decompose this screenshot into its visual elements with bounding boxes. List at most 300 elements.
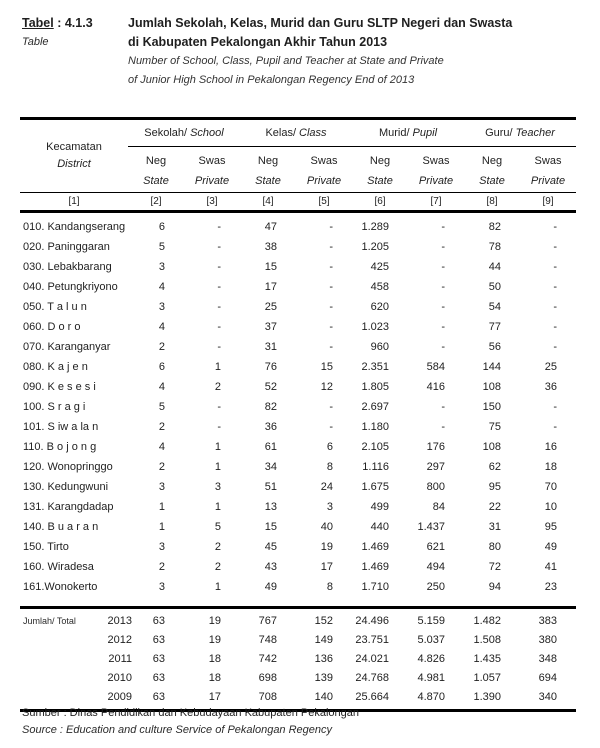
totals-row-head — [20, 614, 132, 627]
totals-value-cell: 18 — [208, 671, 221, 684]
totals-value-cell: 708 — [258, 690, 277, 703]
empty-value-cell: - — [329, 401, 333, 413]
district-cell: 040. Petungkriyono — [23, 281, 118, 293]
value-cell: 25 — [264, 301, 277, 313]
totals-row — [20, 687, 576, 706]
totals-value-cell: 1.435 — [473, 652, 501, 665]
totals-row — [20, 649, 576, 668]
value-cell: 24 — [320, 481, 333, 493]
totals-row-head — [20, 652, 132, 665]
tabel-number: : 4.1.3 — [53, 16, 93, 30]
value-cell: 3 — [326, 501, 333, 513]
value-cell: 1.205 — [361, 241, 389, 253]
value-cell: 1 — [158, 501, 165, 513]
value-cell: 4 — [158, 321, 165, 333]
totals-value-cell: 5.037 — [417, 633, 445, 646]
totals-row — [20, 630, 576, 649]
value-cell: 4 — [158, 441, 165, 453]
table-number-label — [22, 14, 128, 33]
table-row — [20, 477, 576, 497]
district-cell: 050. T a l u n — [23, 301, 87, 313]
group-header-4 — [464, 120, 576, 147]
value-cell: 47 — [264, 221, 277, 233]
totals-value-cell: 24.496 — [355, 614, 389, 627]
document-header — [22, 14, 584, 90]
value-cell: 2.105 — [361, 441, 389, 453]
district-cell: 090. K e s e s i — [23, 381, 96, 393]
value-cell: 4 — [158, 281, 165, 293]
value-cell: 62 — [488, 461, 501, 473]
value-cell: 3 — [158, 581, 165, 593]
table-row — [20, 357, 576, 377]
subcolumn-header-id: Swas — [310, 155, 338, 167]
subcolumn-header-id: Neg — [481, 155, 503, 167]
value-cell: 5 — [214, 521, 221, 533]
value-cell: 1 — [214, 361, 221, 373]
subcolumn-header-id: Neg — [145, 155, 167, 167]
value-cell: 425 — [370, 261, 389, 273]
totals-value-cell: 742 — [258, 652, 277, 665]
group-label-en: Teacher — [515, 127, 555, 139]
table-row — [20, 317, 576, 337]
value-cell: 75 — [488, 421, 501, 433]
column-number-3: [3] — [206, 196, 218, 207]
value-cell: 17 — [320, 561, 333, 573]
totals-value-cell: 149 — [314, 633, 333, 646]
subtitle-line-2: of Junior High School in Pekalongan Regency End of 2013 — [128, 74, 415, 86]
district-cell: 120. Wonopringgo — [23, 461, 113, 473]
empty-value-cell: - — [441, 241, 445, 253]
title-line-1: Jumlah Sekolah, Kelas, Murid dan Guru SLTP Negeri dan Swasta — [128, 16, 513, 30]
district-cell: 100. S r a g i — [23, 401, 86, 413]
totals-value-cell: 63 — [152, 633, 165, 646]
empty-value-cell: - — [553, 261, 557, 273]
totals-value-cell: 380 — [538, 633, 557, 646]
value-cell: 1.180 — [361, 421, 389, 433]
value-cell: 31 — [264, 341, 277, 353]
totals-value-cell: 136 — [314, 652, 333, 665]
value-cell: 2 — [214, 541, 221, 553]
totals-value-cell: 767 — [258, 614, 277, 627]
totals-year: 2011 — [108, 652, 132, 665]
value-cell: 23 — [544, 581, 557, 593]
group-label-en: Pupil — [412, 127, 438, 139]
value-cell: 45 — [264, 541, 277, 553]
district-cell: 030. Lebakbarang — [23, 261, 112, 273]
value-cell: 54 — [488, 301, 501, 313]
value-cell: 108 — [482, 441, 501, 453]
totals-value-cell: 63 — [152, 652, 165, 665]
empty-value-cell: - — [329, 281, 333, 293]
table-header — [20, 117, 576, 213]
district-cell: 150. Tirto — [23, 541, 69, 553]
table-header-grid — [20, 120, 576, 192]
totals-value-cell: 23.751 — [355, 633, 389, 646]
totals-value-cell: 340 — [538, 690, 557, 703]
value-cell: 1.023 — [361, 321, 389, 333]
value-cell: 6 — [158, 361, 165, 373]
value-cell: 10 — [544, 501, 557, 513]
empty-value-cell: - — [329, 321, 333, 333]
document-footer — [22, 705, 359, 739]
totals-row — [20, 668, 576, 687]
value-cell: 16 — [544, 441, 557, 453]
column-number-7: [7] — [430, 196, 442, 207]
district-cell: 080. K a j e n — [23, 361, 88, 373]
table-row — [20, 377, 576, 397]
subcolumn-header-id: Swas — [422, 155, 450, 167]
value-cell: 19 — [320, 541, 333, 553]
value-cell: 70 — [544, 481, 557, 493]
table-row — [20, 297, 576, 317]
totals-value-cell: 694 — [538, 671, 557, 684]
empty-value-cell: - — [441, 321, 445, 333]
value-cell: 3 — [214, 481, 221, 493]
subcolumn-header-en: Private — [530, 174, 566, 187]
value-cell: 1 — [214, 461, 221, 473]
value-cell: 37 — [264, 321, 277, 333]
value-cell: 458 — [370, 281, 389, 293]
subcolumn-header-id: Neg — [369, 155, 391, 167]
value-cell: 8 — [326, 581, 333, 593]
group-header-2 — [240, 120, 352, 147]
group-label-en: School — [190, 127, 224, 139]
value-cell: 43 — [264, 561, 277, 573]
value-cell: 95 — [488, 481, 501, 493]
table-row — [20, 437, 576, 457]
totals-value-cell: 4.870 — [417, 690, 445, 703]
district-cell: 131. Karangdadap — [23, 501, 114, 513]
subcolumn-header-id: Swas — [534, 155, 562, 167]
district-cell: 101. S iw a la n — [23, 421, 99, 433]
empty-value-cell: - — [217, 321, 221, 333]
value-cell: 1.675 — [361, 481, 389, 493]
empty-value-cell: - — [553, 241, 557, 253]
subcolumn-header-en: Private — [418, 174, 454, 187]
value-cell: 1.437 — [417, 521, 445, 533]
totals-value-cell: 698 — [258, 671, 277, 684]
empty-value-cell: - — [441, 281, 445, 293]
value-cell: 144 — [482, 361, 501, 373]
totals-value-cell: 17 — [208, 690, 221, 703]
table-row — [20, 417, 576, 437]
column-number-8: [8] — [486, 196, 498, 207]
source-line-english: Source : Education and culture Service of Pekalongan Regency — [22, 724, 333, 736]
value-cell: 108 — [482, 381, 501, 393]
empty-value-cell: - — [329, 421, 333, 433]
value-cell: 77 — [488, 321, 501, 333]
value-cell: 56 — [488, 341, 501, 353]
value-cell: 3 — [158, 541, 165, 553]
value-cell: 22 — [488, 501, 501, 513]
value-cell: 52 — [264, 381, 277, 393]
empty-value-cell: - — [553, 321, 557, 333]
column-number-6: [6] — [374, 196, 386, 207]
value-cell: 1 — [214, 441, 221, 453]
value-cell: 1 — [214, 581, 221, 593]
value-cell: 620 — [370, 301, 389, 313]
totals-block — [20, 606, 576, 712]
empty-value-cell: - — [553, 421, 557, 433]
table-row — [20, 397, 576, 417]
value-cell: 1.805 — [361, 381, 389, 393]
value-cell: 49 — [264, 581, 277, 593]
column-number-2: [2] — [150, 196, 162, 207]
totals-row-head — [20, 633, 132, 646]
value-cell: 1.289 — [361, 221, 389, 233]
tabel-word: Tabel — [22, 16, 54, 30]
totals-year: 2012 — [107, 633, 132, 646]
value-cell: 1.116 — [362, 461, 389, 473]
value-cell: 80 — [488, 541, 501, 553]
value-cell: 18 — [544, 461, 557, 473]
table-row — [20, 457, 576, 477]
value-cell: 72 — [488, 561, 501, 573]
value-cell: 176 — [426, 441, 445, 453]
totals-value-cell: 4.826 — [417, 652, 445, 665]
value-cell: 95 — [544, 521, 557, 533]
empty-value-cell: - — [329, 341, 333, 353]
empty-value-cell: - — [217, 281, 221, 293]
subcolumn-header-en: State — [255, 174, 281, 187]
totals-value-cell: 748 — [258, 633, 277, 646]
value-cell: 2 — [214, 381, 221, 393]
value-cell: 31 — [488, 521, 501, 533]
empty-value-cell: - — [553, 221, 557, 233]
group-label-id: Guru/ — [485, 127, 513, 139]
table-row — [20, 577, 576, 597]
table-row — [20, 517, 576, 537]
table-row — [20, 337, 576, 357]
value-cell: 82 — [488, 221, 501, 233]
value-cell: 36 — [264, 421, 277, 433]
totals-year: 2010 — [107, 671, 132, 684]
value-cell: 800 — [426, 481, 445, 493]
value-cell: 12 — [320, 381, 333, 393]
totals-value-cell: 63 — [152, 671, 165, 684]
value-cell: 3 — [158, 261, 165, 273]
value-cell: 1.469 — [361, 561, 389, 573]
district-cell: 070. Karanganyar — [23, 341, 111, 353]
statistics-table — [20, 117, 576, 712]
value-cell: 494 — [426, 561, 445, 573]
value-cell: 84 — [432, 501, 445, 513]
table-row — [20, 497, 576, 517]
value-cell: 2.697 — [361, 401, 389, 413]
empty-value-cell: - — [441, 221, 445, 233]
totals-value-cell: 63 — [152, 614, 165, 627]
empty-value-cell: - — [329, 221, 333, 233]
value-cell: 15 — [264, 261, 277, 273]
subcolumn-header-en: State — [367, 174, 393, 187]
totals-value-cell: 63 — [152, 690, 165, 703]
empty-value-cell: - — [329, 261, 333, 273]
source-line-indonesian: Sumber : Dinas Pendidikan dan Kebudayaan Kabupaten Pekalongan — [22, 707, 359, 719]
value-cell: 440 — [370, 521, 389, 533]
value-cell: 15 — [264, 521, 277, 533]
totals-value-cell: 19 — [208, 614, 221, 627]
totals-value-cell: 383 — [538, 614, 557, 627]
table-row — [20, 537, 576, 557]
totals-row-head — [20, 671, 132, 684]
value-cell: 621 — [426, 541, 445, 553]
table-number-block — [22, 14, 128, 90]
column-number-1: [1] — [68, 196, 80, 207]
subcolumn-header-en: State — [143, 174, 169, 187]
totals-value-cell: 152 — [314, 614, 333, 627]
table-row — [20, 237, 576, 257]
column-header-district — [20, 120, 128, 192]
empty-value-cell: - — [441, 301, 445, 313]
totals-row-head — [20, 690, 132, 703]
totals-value-cell: 18 — [208, 652, 221, 665]
column-number-4: [4] — [262, 196, 274, 207]
group-header-3 — [352, 120, 464, 147]
empty-value-cell: - — [217, 401, 221, 413]
value-cell: 250 — [426, 581, 445, 593]
totals-value-cell: 1.390 — [473, 690, 501, 703]
table-row — [20, 557, 576, 577]
totals-value-cell: 348 — [538, 652, 557, 665]
title-block — [128, 14, 512, 90]
empty-value-cell: - — [441, 341, 445, 353]
totals-value-cell: 4.981 — [417, 671, 445, 684]
value-cell: 6 — [326, 441, 333, 453]
subcolumn-header-en: Private — [306, 174, 342, 187]
value-cell: 41 — [544, 561, 557, 573]
value-cell: 82 — [264, 401, 277, 413]
value-cell: 8 — [326, 461, 333, 473]
table-word-english: Table — [22, 36, 49, 48]
district-cell: 130. Kedungwuni — [23, 481, 109, 493]
subcolumn-header-id: Swas — [198, 155, 226, 167]
group-label-id: Kelas/ — [265, 127, 297, 139]
subcolumn-header-id: Neg — [257, 155, 279, 167]
empty-value-cell: - — [217, 221, 221, 233]
empty-value-cell: - — [553, 401, 557, 413]
value-cell: 36 — [544, 381, 557, 393]
value-cell: 76 — [264, 361, 277, 373]
value-cell: 15 — [320, 361, 333, 373]
value-cell: 17 — [264, 281, 277, 293]
totals-value-cell: 5.159 — [417, 614, 445, 627]
table-row — [20, 217, 576, 237]
value-cell: 1 — [214, 501, 221, 513]
district-header-en: District — [57, 158, 91, 170]
value-cell: 1.469 — [361, 541, 389, 553]
value-cell: 50 — [488, 281, 501, 293]
value-cell: 2.351 — [361, 361, 389, 373]
totals-value-cell: 1.057 — [473, 671, 501, 684]
subcolumn-header-en: State — [479, 174, 505, 187]
value-cell: 40 — [320, 521, 333, 533]
totals-year: 2009 — [107, 690, 132, 703]
empty-value-cell: - — [441, 401, 445, 413]
district-cell: 160. Wiradesa — [23, 561, 94, 573]
value-cell: 49 — [544, 541, 557, 553]
value-cell: 416 — [426, 381, 445, 393]
value-cell: 3 — [158, 481, 165, 493]
empty-value-cell: - — [553, 281, 557, 293]
district-cell: 060. D o r o — [23, 321, 81, 333]
totals-value-cell: 140 — [314, 690, 333, 703]
totals-value-cell: 1.508 — [473, 633, 501, 646]
totals-value-cell: 24.021 — [355, 652, 389, 665]
value-cell: 584 — [426, 361, 445, 373]
value-cell: 3 — [158, 301, 165, 313]
empty-value-cell: - — [441, 261, 445, 273]
district-cell: 010. Kandangserang — [23, 221, 126, 233]
totals-label: Jumlah/ Total — [23, 615, 76, 626]
empty-value-cell: - — [217, 421, 221, 433]
value-cell: 61 — [264, 441, 277, 453]
group-label-en: Class — [299, 127, 327, 139]
totals-year: 2013 — [107, 614, 132, 627]
value-cell: 297 — [426, 461, 445, 473]
value-cell: 2 — [158, 561, 165, 573]
empty-value-cell: - — [329, 241, 333, 253]
value-cell: 44 — [488, 261, 501, 273]
value-cell: 4 — [158, 381, 165, 393]
district-cell: 110. B o j o n g — [23, 441, 97, 453]
totals-value-cell: 1.482 — [473, 614, 501, 627]
value-cell: 1.710 — [361, 581, 389, 593]
totals-value-cell: 25.664 — [355, 690, 389, 703]
value-cell: 25 — [544, 361, 557, 373]
value-cell: 150 — [482, 401, 501, 413]
value-cell: 5 — [158, 401, 165, 413]
table-row — [20, 277, 576, 297]
table-row — [20, 257, 576, 277]
totals-value-cell: 24.768 — [355, 671, 389, 684]
empty-value-cell: - — [217, 241, 221, 253]
value-cell: 960 — [370, 341, 389, 353]
value-cell: 51 — [264, 481, 277, 493]
subtitle-line-1: Number of School, Class, Pupil and Teacher at State and Private — [128, 55, 444, 67]
empty-value-cell: - — [553, 301, 557, 313]
value-cell: 2 — [214, 561, 221, 573]
empty-value-cell: - — [217, 261, 221, 273]
value-cell: 13 — [264, 501, 277, 513]
value-cell: 499 — [370, 501, 389, 513]
totals-value-cell: 19 — [208, 633, 221, 646]
subcolumn-header-en: Private — [194, 174, 230, 187]
value-cell: 78 — [488, 241, 501, 253]
value-cell: 5 — [158, 241, 165, 253]
totals-row — [20, 611, 576, 630]
empty-value-cell: - — [553, 341, 557, 353]
value-cell: 34 — [264, 461, 277, 473]
district-header-id: Kecamatan — [46, 141, 102, 153]
column-number-5: [5] — [318, 196, 330, 207]
group-header-1 — [128, 120, 240, 147]
value-cell: 2 — [158, 461, 165, 473]
district-cell: 020. Paninggaran — [23, 241, 110, 253]
value-cell: 2 — [158, 421, 165, 433]
empty-value-cell: - — [441, 421, 445, 433]
table-body — [20, 213, 576, 597]
totals-value-cell: 139 — [314, 671, 333, 684]
empty-value-cell: - — [217, 301, 221, 313]
group-label-id: Murid/ — [378, 127, 410, 139]
value-cell: 94 — [488, 581, 501, 593]
column-number-row — [20, 192, 576, 210]
value-cell: 6 — [158, 221, 165, 233]
empty-value-cell: - — [217, 341, 221, 353]
group-label-id: Sekolah/ — [144, 127, 188, 139]
value-cell: 2 — [158, 341, 165, 353]
value-cell: 38 — [264, 241, 277, 253]
